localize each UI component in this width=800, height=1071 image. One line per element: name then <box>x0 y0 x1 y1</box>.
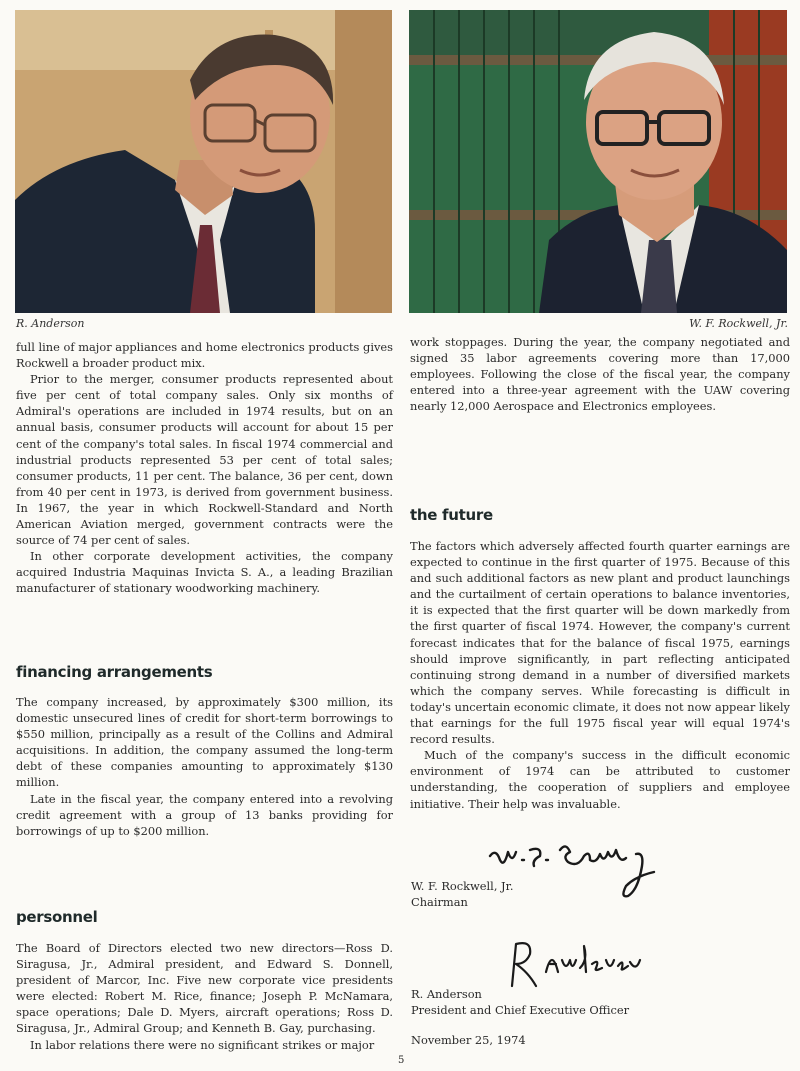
photo-caption-rockwell: W. F. Rockwell, Jr. <box>689 317 788 330</box>
paragraph: Prior to the merger, consumer products represented about five per cent of total company sales. Only six months of Admiral's operations are included in 1974 results, but on an annual basis, consumer products will account for about 15 per cent of the company's total sales. In fiscal 1974 commercial and industrial products represented 53 per cent of total sales; consumer products, 11 per cent. The balance, 36 per cent, down from 40 per cent in 1973, is derived from government business. In 1967, the year in which Rockwell-Standard and North American Aviation merged, government contracts were the source of 74 per cent of sales. <box>16 372 393 548</box>
signatory-title: President and Chief Executive Officer <box>411 1003 630 1017</box>
anderson-signature <box>506 938 646 990</box>
rockwell-signature-block <box>411 878 513 910</box>
letter-date: November 25, 1974 <box>411 1033 526 1047</box>
portrait-illustration-right <box>409 10 787 313</box>
future-section <box>410 538 790 812</box>
paragraph: Much of the company's success in the difficult economic environment of 1974 can be attributed to customer understanding, the cooperation of suppliers and employee initiative. Their help was invaluable. <box>410 748 790 811</box>
paragraph: work stoppages. During the year, the company negotiated and signed 35 labor agreements covering more than 17,000 employees. Following the close of the fiscal year, the company entered into a three-year agreement with the UAW covering nearly 12,000 Aerospace and Electronics employees. <box>410 335 790 414</box>
paragraph: The factors which adversely affected fourth quarter earnings are expected to continue in the first quarter of 1975. Because of this and such additional factors as new plant and product launchings and the curtailment of certain operations to balance inventories, it is expected that the first quarter will be down markedly from the first quarter of fiscal 1974. However, the company's current forecast indicates that for the balance of fiscal 1975, earnings should improve significantly, in part reflecting anticipated continuing strong demand in a number of diversified markets which the company serves. While forecasting is difficult in today's uncertain economic climate, it does not now appear likely that earnings for the full 1975 fiscal year will equal 1974's record results. <box>410 539 790 747</box>
page-number: 5 <box>398 1055 405 1066</box>
left-column-intro <box>16 339 393 597</box>
signatory-name: R. Anderson <box>411 987 482 1001</box>
section-heading-future: the future <box>410 506 493 524</box>
section-heading-personnel: personnel <box>16 908 98 926</box>
signatory-title: Chairman <box>411 895 468 909</box>
right-column-intro <box>410 334 790 414</box>
paragraph: The Board of Directors elected two new directors—Ross D. Siragusa, Jr., Admiral president, and Edward S. Donnell, president of Marcor, Inc. Five new corporate vice presidents were elected: Robert M. Rice, finance; Joseph P. McNamara, space operations; Dale D. Myers, aircraft operations; Ross D. Siragusa, Jr., Admiral Group; and Kenneth B. Gay, purchasing. <box>16 941 393 1036</box>
photo-w-f-rockwell <box>409 10 787 313</box>
paragraph: In labor relations there were no significant strikes or major <box>30 1037 375 1052</box>
paragraph: The company increased, by approximately $300 million, its domestic unsecured lines of credit for short-term borrowings to $550 million, principally as a result of the Collins and Admiral acquisitions. In addition, the company assumed the long-term debt of these companies amounting to approximately $130 million. <box>16 695 393 790</box>
section-heading-financing: financing arrangements <box>16 663 213 681</box>
paragraph: In other corporate development activities, the company acquired Industria Maquinas Invicta S. A., a leading Brazilian manufacturer of stationary woodworking machinery. <box>16 549 393 596</box>
paragraph: full line of major appliances and home electronics products gives Rockwell a broader product mix. <box>16 340 393 371</box>
signatory-name: W. F. Rockwell, Jr. <box>411 879 514 893</box>
portrait-illustration-left <box>15 10 392 313</box>
financing-section <box>16 694 393 839</box>
anderson-signature-block <box>411 986 629 1018</box>
personnel-section <box>16 940 393 1053</box>
rockwell-signature <box>486 838 676 904</box>
paragraph: Late in the fiscal year, the company entered into a revolving credit agreement with a group of 13 banks providing for borrowings of up to $200 million. <box>16 791 393 838</box>
photo-r-anderson <box>15 10 392 313</box>
photo-caption-anderson: R. Anderson <box>16 317 85 330</box>
